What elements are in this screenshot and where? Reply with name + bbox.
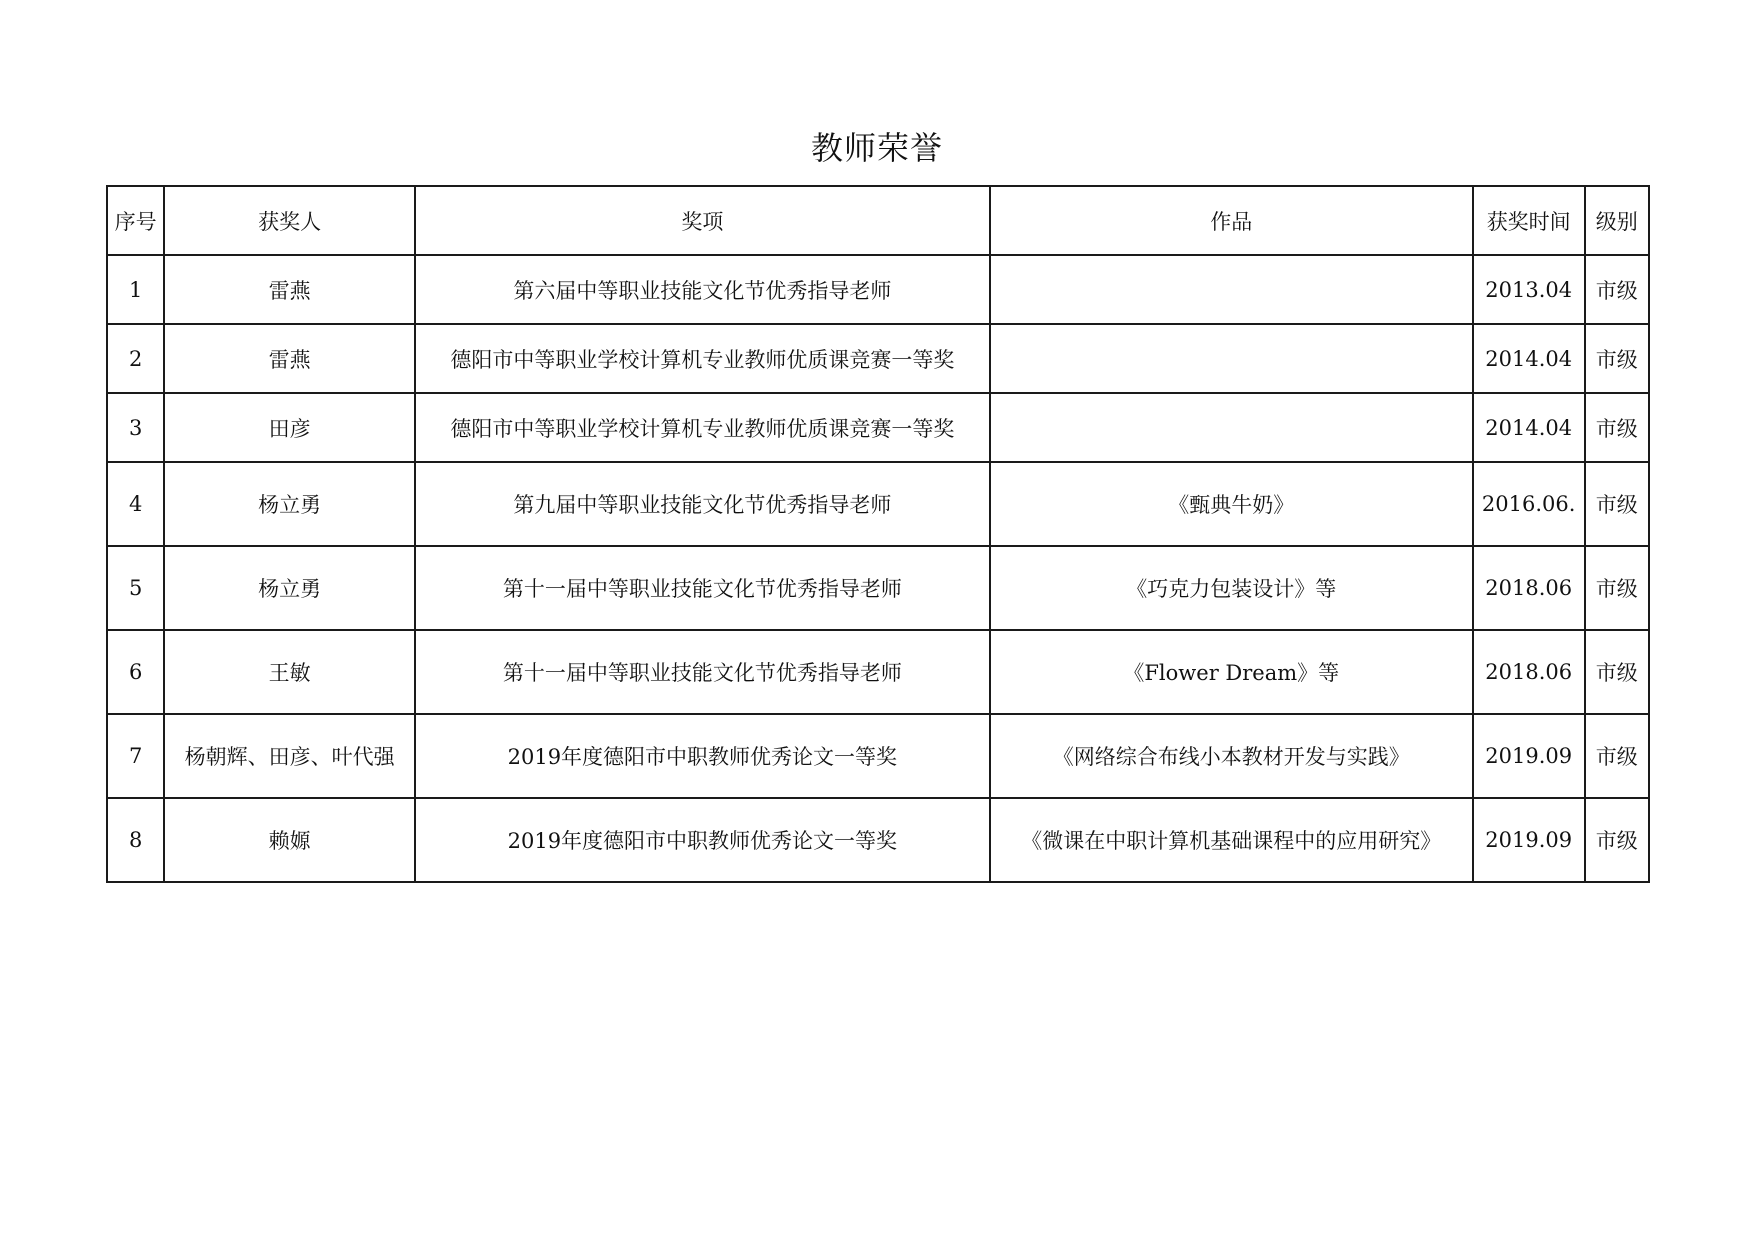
header-date: 获奖时间 <box>1473 186 1585 255</box>
table-row <box>107 462 1649 546</box>
cell-winner: 杨立勇 <box>164 546 415 630</box>
header-level: 级别 <box>1585 186 1649 255</box>
cell-award: 第十一届中等职业技能文化节优秀指导老师 <box>415 546 990 630</box>
cell-work <box>990 393 1473 462</box>
cell-award: 第九届中等职业技能文化节优秀指导老师 <box>415 462 990 546</box>
cell-winner: 王敏 <box>164 630 415 714</box>
cell-date: 2018.06 <box>1473 630 1585 714</box>
table-row <box>107 324 1649 393</box>
header-award: 奖项 <box>415 186 990 255</box>
cell-date: 2013.04 <box>1473 255 1585 324</box>
cell-date: 2014.04 <box>1473 393 1585 462</box>
cell-no: 6 <box>107 630 164 714</box>
table-row <box>107 546 1649 630</box>
honors-table <box>106 185 1650 883</box>
cell-work: 《巧克力包装设计》等 <box>990 546 1473 630</box>
cell-level: 市级 <box>1585 393 1649 462</box>
cell-work <box>990 324 1473 393</box>
cell-award: 2019年度德阳市中职教师优秀论文一等奖 <box>415 714 990 798</box>
header-winner: 获奖人 <box>164 186 415 255</box>
page-title: 教师荣誉 <box>810 129 943 167</box>
cell-level: 市级 <box>1585 324 1649 393</box>
cell-work <box>990 255 1473 324</box>
cell-date: 2019.09 <box>1473 798 1585 882</box>
cell-award: 2019年度德阳市中职教师优秀论文一等奖 <box>415 798 990 882</box>
cell-winner: 雷燕 <box>164 324 415 393</box>
cell-award: 德阳市中等职业学校计算机专业教师优质课竞赛一等奖 <box>415 393 990 462</box>
cell-no: 4 <box>107 462 164 546</box>
cell-level: 市级 <box>1585 546 1649 630</box>
header-work: 作品 <box>990 186 1473 255</box>
cell-no: 8 <box>107 798 164 882</box>
cell-level: 市级 <box>1585 714 1649 798</box>
cell-date: 2014.04 <box>1473 324 1585 393</box>
table-header-row <box>107 186 1649 255</box>
cell-winner: 赖嫄 <box>164 798 415 882</box>
cell-level: 市级 <box>1585 630 1649 714</box>
table-row <box>107 393 1649 462</box>
cell-no: 1 <box>107 255 164 324</box>
cell-winner: 杨朝辉、田彦、叶代强 <box>164 714 415 798</box>
cell-no: 7 <box>107 714 164 798</box>
cell-winner: 杨立勇 <box>164 462 415 546</box>
table-row <box>107 630 1649 714</box>
cell-work: 《甄典牛奶》 <box>990 462 1473 546</box>
cell-date: 2019.09 <box>1473 714 1585 798</box>
cell-level: 市级 <box>1585 798 1649 882</box>
cell-no: 3 <box>107 393 164 462</box>
table-row <box>107 714 1649 798</box>
cell-level: 市级 <box>1585 462 1649 546</box>
cell-award: 第十一届中等职业技能文化节优秀指导老师 <box>415 630 990 714</box>
cell-work: 《微课在中职计算机基础课程中的应用研究》 <box>990 798 1473 882</box>
cell-work: 《Flower Dream》等 <box>990 630 1473 714</box>
cell-winner: 田彦 <box>164 393 415 462</box>
cell-date: 2018.06 <box>1473 546 1585 630</box>
cell-no: 5 <box>107 546 164 630</box>
cell-winner: 雷燕 <box>164 255 415 324</box>
cell-no: 2 <box>107 324 164 393</box>
cell-award: 第六届中等职业技能文化节优秀指导老师 <box>415 255 990 324</box>
header-no: 序号 <box>107 186 164 255</box>
cell-award: 德阳市中等职业学校计算机专业教师优质课竞赛一等奖 <box>415 324 990 393</box>
cell-date: 2016.06. <box>1473 462 1585 546</box>
cell-work: 《网络综合布线小本教材开发与实践》 <box>990 714 1473 798</box>
table-row <box>107 255 1649 324</box>
table-row <box>107 798 1649 882</box>
cell-level: 市级 <box>1585 255 1649 324</box>
